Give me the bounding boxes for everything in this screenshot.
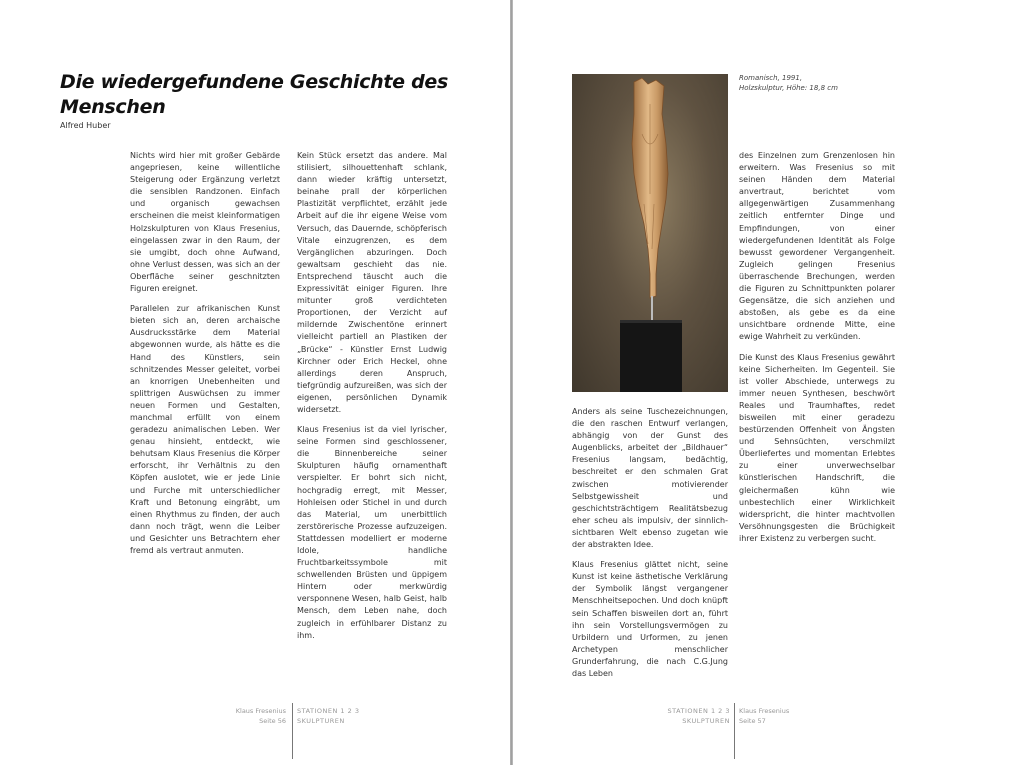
footer-stations-left bbox=[297, 706, 359, 726]
footer-section: SKULPTUREN bbox=[297, 717, 345, 725]
paragraph: Parallelen zur afrikanischen Kunst bieten sich an, deren archaische Ausdrucksstärke dem Material abgewonnen wurde, als hätte es die Hand des Künstlers, sein schnitzendes Messer geleitet, vorbei an knorrigen Unebenheiten und splittrigen Auswüchsen zu immer neuen Formen und Gestalten, manchmal erfüllt von einem geradezu animalischen Leben. Wer genau hinsieht, entdeckt, wie behutsam Klaus Fresenius die Körper erforscht, ihr Verhältnis zu den Köpfen auslotet, wie er jede Linie und Furche mit unterschiedlicher Kraft und Betonung eingräbt, um einen Rhythmus zu finden, der auch dann noch trägt, wenn die Leiber und Gesichter uns Betrachtern eher fremd als vertraut anmuten. bbox=[130, 304, 280, 555]
footer-stations-right bbox=[664, 706, 730, 726]
footer-section: SKULPTUREN bbox=[682, 717, 730, 725]
sculpture-illustration bbox=[572, 74, 728, 392]
footer-page-number: Seite 56 bbox=[259, 717, 286, 725]
footer-artist: Klaus Fresenius bbox=[235, 707, 286, 715]
left-column-1 bbox=[130, 150, 280, 565]
paragraph: Klaus Fresenius ist da viel lyrischer, seine Formen sind geschlossener, die Binnenbereiche seiner Skulpturen häufig ornamenthaft verspielter. Er bohrt sich nicht, hochgradig erregt, mit Messer, Hohleisen oder Stichel in und durch das Material, um unerbittlich zerstörerische Prozesse aufzuzeigen. Stattdessen modelliert er moderne Idole, handliche Fruchtbarkeitssymbole mit schwellenden Brüsten und üppigem Hintern oder merkwürdig versponnene Wesen, halb Geist, halb Mensch, dem Leben nahe, doch zugleich in erfühlbarer Distanz zu ihm. bbox=[297, 425, 447, 640]
footer-artist-right bbox=[739, 706, 789, 726]
footer-page-number: Seite 57 bbox=[739, 717, 766, 725]
footer-stations: STATIONEN 1 2 3 bbox=[667, 707, 730, 715]
paragraph: des Einzelnen zum Grenzenlosen hin erweitern. Was Fresenius so mit seinen Händen dem Material anvertraut, berichtet vom allgegenwärtigen Zusammenhang zeitlich entfernter Dinge und Empfindungen, von einer wiedergefundenen Identität als Folge bewusst gewordener Vergangenheit. Zugleich gelingen Fresenius überraschende Brechungen, werden die Figuren zu Schnittpunkten polarer Gegensätze, die sich anziehen und abstoßen, als gebe es da eine unsichtbare ordnende Mitte, eine ewige Wahrheit zu verkünden. bbox=[739, 151, 895, 342]
footer-divider bbox=[734, 703, 735, 759]
paragraph: Anders als seine Tuschezeichnungen, die den raschen Entwurf verlangen, abhängig von der Gunst des Augenblicks, arbeitet der „Bildhauer“ Fresenius langsam, bedächtig, beschreitet er den schmalen Grat zwischen motivierender Selbstgewissheit und geschichtsträchtigem Realitätsbezug eher scheu als impulsiv, der sinnlich-sichtbaren Welt ebenso zugetan wie der abstrakten Idee. bbox=[572, 407, 728, 550]
footer-artist: Klaus Fresenius bbox=[739, 707, 790, 715]
paragraph: Kein Stück ersetzt das andere. Mal stilisiert, silhouettenhaft schlank, dann wieder kräftig untersetzt, beinahe prall der körperlichen Plastizität verpflichtet, erzählt jede Arbeit auf die ihr eigene Weise vom Versuch, das Dauernde, schöpferisch Vitale einzugrenzen, es dem Vergänglichen abzuringen. Doch gewaltsam geschieht das nie. Entsprechend täuscht auch die Expressivität einiger Figuren. Ihre mitunter groß verdichteten Proportionen, der Verzicht auf mildernde Zwischentöne erinnert vielleicht partiell an Plastiken der „Brücke“ - Künstler Ernst Ludwig Kirchner oder Erich Heckel, ohne allerdings deren Anspruch, tiefgründig aufzureißen, was sich der eigenen, persönlichen Dynamik widersetzt. bbox=[297, 151, 447, 414]
paragraph: Nichts wird hier mit großer Gebärde angepriesen, keine willentliche Steigerung oder Ergänzung verletzt die sensiblen Randzonen. Einfach und organisch gewachsen erscheinen die meist kleinformatigen Holzskulpturen von Klaus Fresenius, eingelassen zwar in den Raum, der sie umgibt, doch ohne Aufwand, ohne Verlust dessen, was sich an der Oberfläche seiner geschnitzten Figuren ereignet. bbox=[130, 151, 280, 294]
caption-title: Romanisch, 1991, bbox=[739, 74, 803, 82]
left-page bbox=[0, 0, 510, 765]
footer-artist-left bbox=[236, 706, 286, 726]
paragraph: Die Kunst des Klaus Fresenius gewährt keine Sicherheiten. Im Gegenteil. Sie ist voller Abschiede, unterwegs zu immer neuen Synthesen, beschwört Reales und Traumhaftes, redet bisweilen mit einer geradezu bestürzenden Offenheit von Ängsten und Sehnsüchten, verschmilzt Überliefertes und momentan Erlebtes zu einer unverwechselbar künstlerischen Handschrift, die gleichermaßen kühn wie unbestechlich einer Wirklichkeit widerspricht, die hinter machtvollen Versöhnungsgesten die Brüchigkeit ihrer Existenz zu verbergen sucht. bbox=[739, 352, 895, 543]
paragraph: Klaus Fresenius glättet nicht, seine Kunst ist keine ästhetische Verklärung der Symbolik längst vergangener Menschheitsepochen. Und doch knüpft sein Schaffen bisweilen dort an, führt ihn sein Vorstellungsvermögen zu Urbildern und Urformen, zu jenen Archetypen menschlicher Grunderfahrung, die nach C.G.Jung das Leben bbox=[572, 560, 728, 678]
author-name: Alfred Huber bbox=[60, 121, 111, 130]
footer-stations: STATIONEN 1 2 3 bbox=[297, 707, 360, 715]
article-title: Die wiedergefundene Geschichte des Menschen bbox=[60, 71, 448, 118]
footer-divider bbox=[292, 703, 293, 759]
sculpture-photo bbox=[572, 74, 728, 392]
right-column-1 bbox=[572, 406, 728, 688]
photo-caption bbox=[739, 73, 899, 93]
left-column-2 bbox=[297, 150, 447, 650]
right-column-2 bbox=[739, 150, 895, 553]
caption-details: Holzskulptur, Höhe: 18,8 cm bbox=[739, 84, 838, 92]
